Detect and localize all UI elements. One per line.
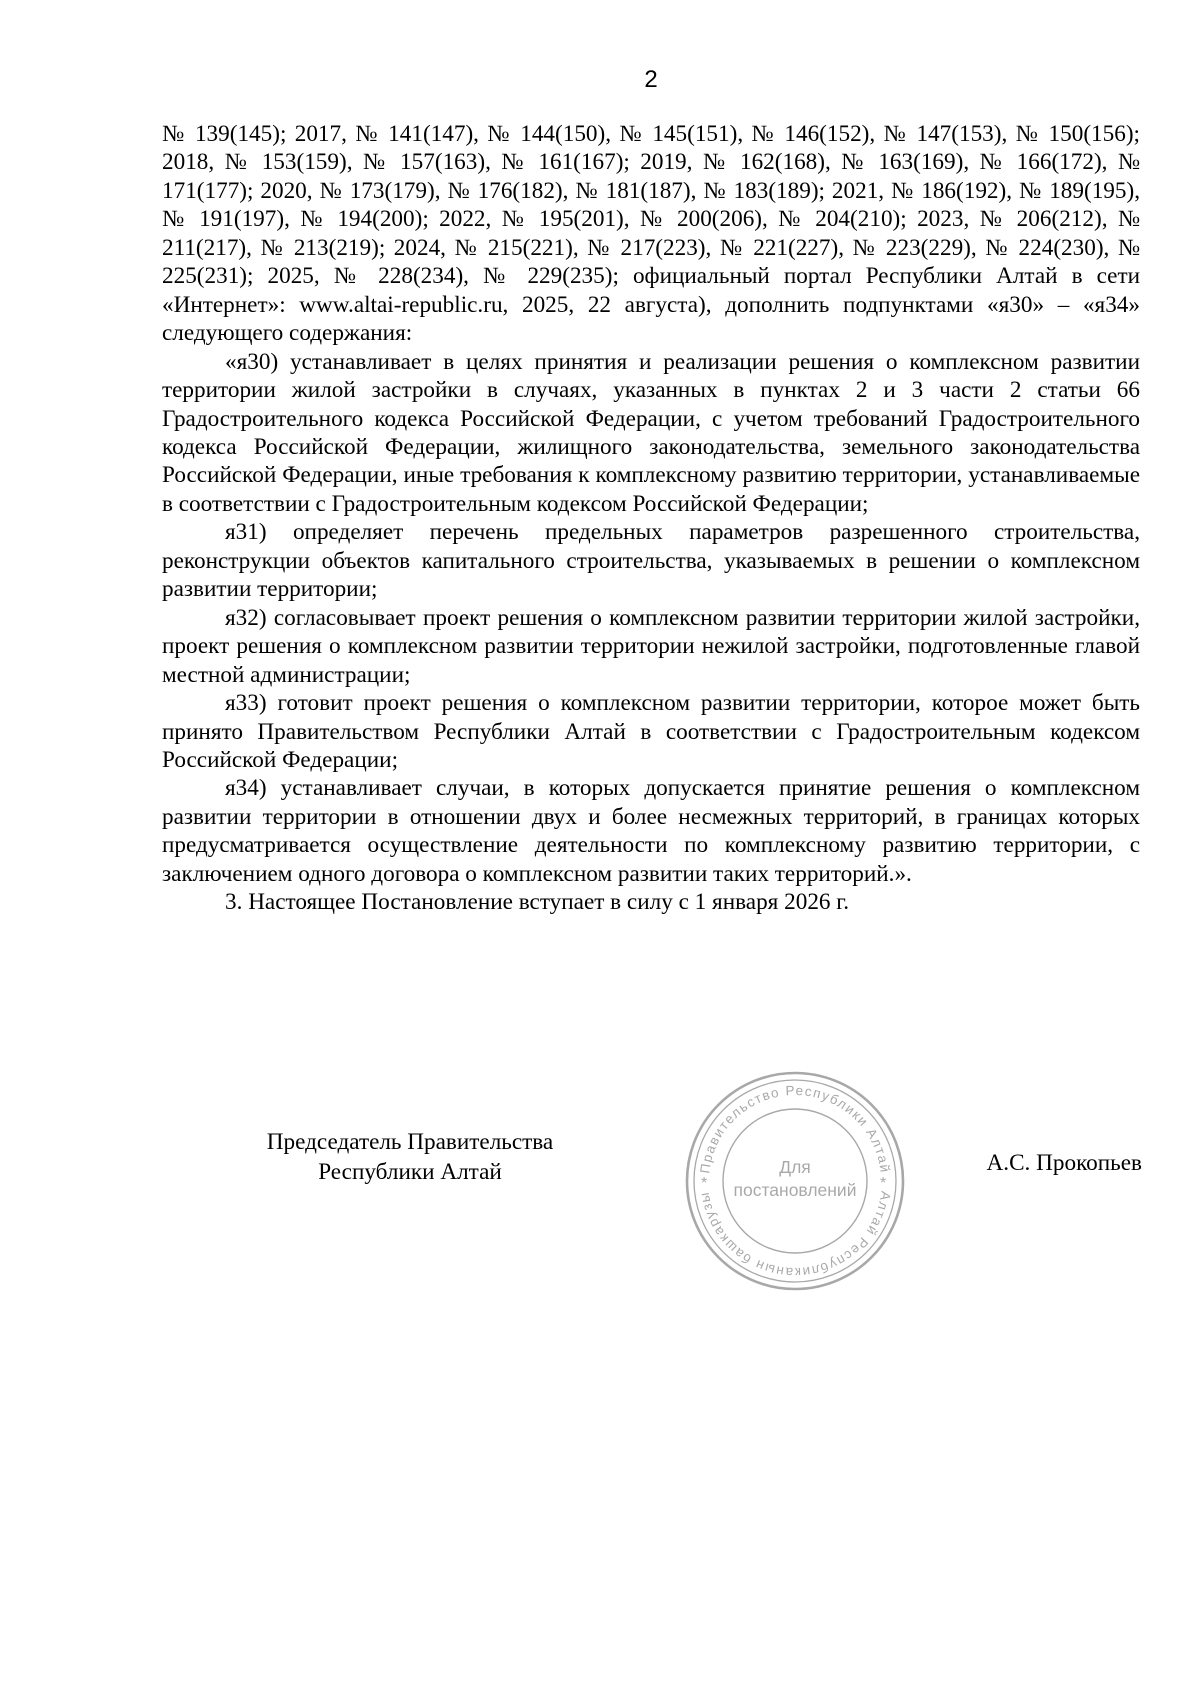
paragraph: я33) готовит проект решения о комплексном развитии территории, которое может быть принято Правительством Республики Алтай в соответствии с Градостроительным кодексом Российской Федерации; [162, 690, 1140, 773]
paragraph: «я30) устанавливает в целях принятия и реализации решения о комплексном развитии территории жилой застройки в случаях, указанных в пунктах 2 и 3 части 2 статьи 66 Градостроительного кодекса Российской Федерации, с учетом требований Градостроительного кодекса Российской Федерации, жилищного законодательства, земельного законодательства Российской Федерации, иные требования к комплексному развитию территории, устанавливаемые в соответствии с Градостроительным кодексом Российской Федерации; [162, 348, 1140, 517]
stamp-bottom-arc-text: Алтай Республиканын башкарузы [696, 1190, 894, 1281]
stamp-right-star: * [880, 1175, 887, 1192]
stamp-center-line1: Для [779, 1157, 811, 1177]
paragraph: я32) согласовывает проект решения о комплексном развитии территории жилой застройки, проект решения о комплексном развитии территории нежилой застройки, подготовленные главой местной администрации; [162, 604, 1140, 688]
stamp-left-star: * [701, 1175, 708, 1192]
stamp-center-line2: постановлений [733, 1180, 857, 1200]
official-stamp-icon [683, 1069, 907, 1293]
document-body [162, 120, 1140, 917]
paragraph: 3. Настоящее Постановление вступает в силу с 1 января 2026 г. [225, 889, 849, 916]
paragraph: я34) устанавливает случаи, в которых допускается принятие решения о комплексном развитии территории в отношении двух и более несмежных территорий, в границах которых предусматривается осуществление деятельности по комплексному развитию территории, с заключением одного договора о комплексном развитии таких территорий.». [162, 775, 1140, 887]
paragraph: я31) определяет перечень предельных параметров разрешенного строительства, реконструкции объектов капитального строительства, указываемых в решении о комплексном развитии территории; [162, 519, 1140, 603]
signature-title [230, 1128, 590, 1187]
page-number: 2 [644, 66, 658, 93]
signature-name: А.С. Прокопьев [986, 1150, 1142, 1176]
stamp-top-arc-text: Правительство Республики Алтай [697, 1082, 893, 1175]
signature-title-line1: Председатель Правительства [266, 1129, 554, 1155]
signature-title-line2: Республики Алтай [318, 1158, 502, 1185]
paragraph: № 139(145); 2017, № 141(147), № 144(150), № 145(151), № 146(152), № 147(153), № 150(156); 2018, № 153(159), № 157(163), № 161(167); 2019, № 162(168), № 163(169), № 166(172), № 171(177); 2020, № 173(179), № 176(182), № 181(187), № 183(189); 2021, № 186(192), № 189(195), № 191(197), № 194(200); 2022, № 195(201), № 200(206), № 204(210); 2023, № 206(212), № 211(217), № 213(219); 2024, № 215(221), № 217(223), № 221(227), № 223(229), № 224(230), № 225(231); 2025, № 228(234), № 229(235); официальный портал Республики Алтай в сети «Интернет»: www.altai-republic.ru, 2025, 22 августа), дополнить подпунктами «я30» – «я34» следующего содержания: [162, 121, 1140, 347]
